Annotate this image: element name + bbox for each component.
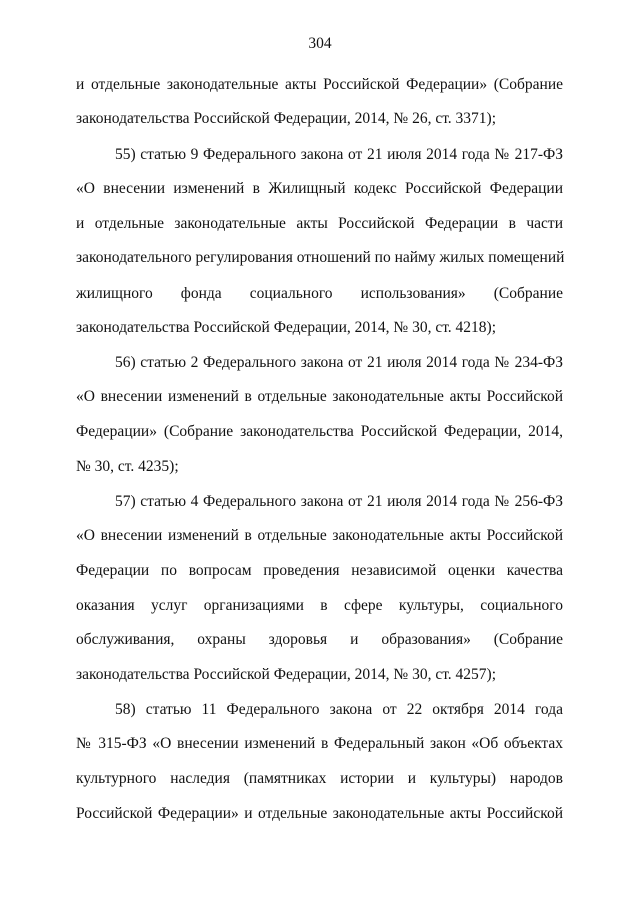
text-line: 58) статью 11 Федерального закона от 22 октября 2014 года: [115, 701, 563, 718]
text-line: обслуживания, охраны здоровья и образования» (Собрание: [76, 631, 563, 648]
text-line: законодательного регулирования отношений по найму жилых помещений: [76, 249, 565, 266]
text-line: «О внесении изменений в отдельные законодательные акты Российской: [76, 527, 563, 544]
text-line: жилищного фонда социального использования» (Собрание: [76, 285, 563, 302]
page-number: 304: [308, 35, 332, 52]
text-line: законодательства Российской Федерации, 2014, № 30, ст. 4218);: [76, 319, 497, 336]
text-line: «О внесении изменений в отдельные законодательные акты Российской: [76, 388, 563, 405]
text-line: 55) статью 9 Федерального закона от 21 июля 2014 года № 217-ФЗ: [115, 146, 563, 163]
text-line: и отдельные законодательные акты Российской Федерации» (Собрание: [76, 76, 563, 93]
text-line: оказания услуг организациями в сфере культуры, социального: [76, 597, 563, 614]
text-line: законодательства Российской Федерации, 2014, № 26, ст. 3371);: [76, 110, 497, 127]
text-line: Российской Федерации» и отдельные законодательные акты Российской: [76, 805, 563, 822]
text-line: № 30, ст. 4235);: [76, 458, 179, 475]
text-line: и отдельные законодательные акты Российской Федерации в части: [76, 215, 563, 232]
text-line: Федерации по вопросам проведения независимой оценки качества: [76, 562, 563, 579]
text-line: 56) статью 2 Федерального закона от 21 июля 2014 года № 234-ФЗ: [115, 354, 563, 371]
text-line: № 315-ФЗ «О внесении изменений в Федеральный закон «Об объектах: [76, 735, 563, 752]
text-line: «О внесении изменений в Жилищный кодекс Российской Федерации: [76, 180, 563, 197]
text-line: законодательства Российской Федерации, 2014, № 30, ст. 4257);: [76, 666, 497, 683]
text-line: Федерации» (Собрание законодательства Российской Федерации, 2014,: [76, 423, 563, 440]
text-line: культурного наследия (памятниках истории и культуры) народов: [76, 770, 563, 787]
text-line: 57) статью 4 Федерального закона от 21 июля 2014 года № 256-ФЗ: [115, 493, 563, 510]
